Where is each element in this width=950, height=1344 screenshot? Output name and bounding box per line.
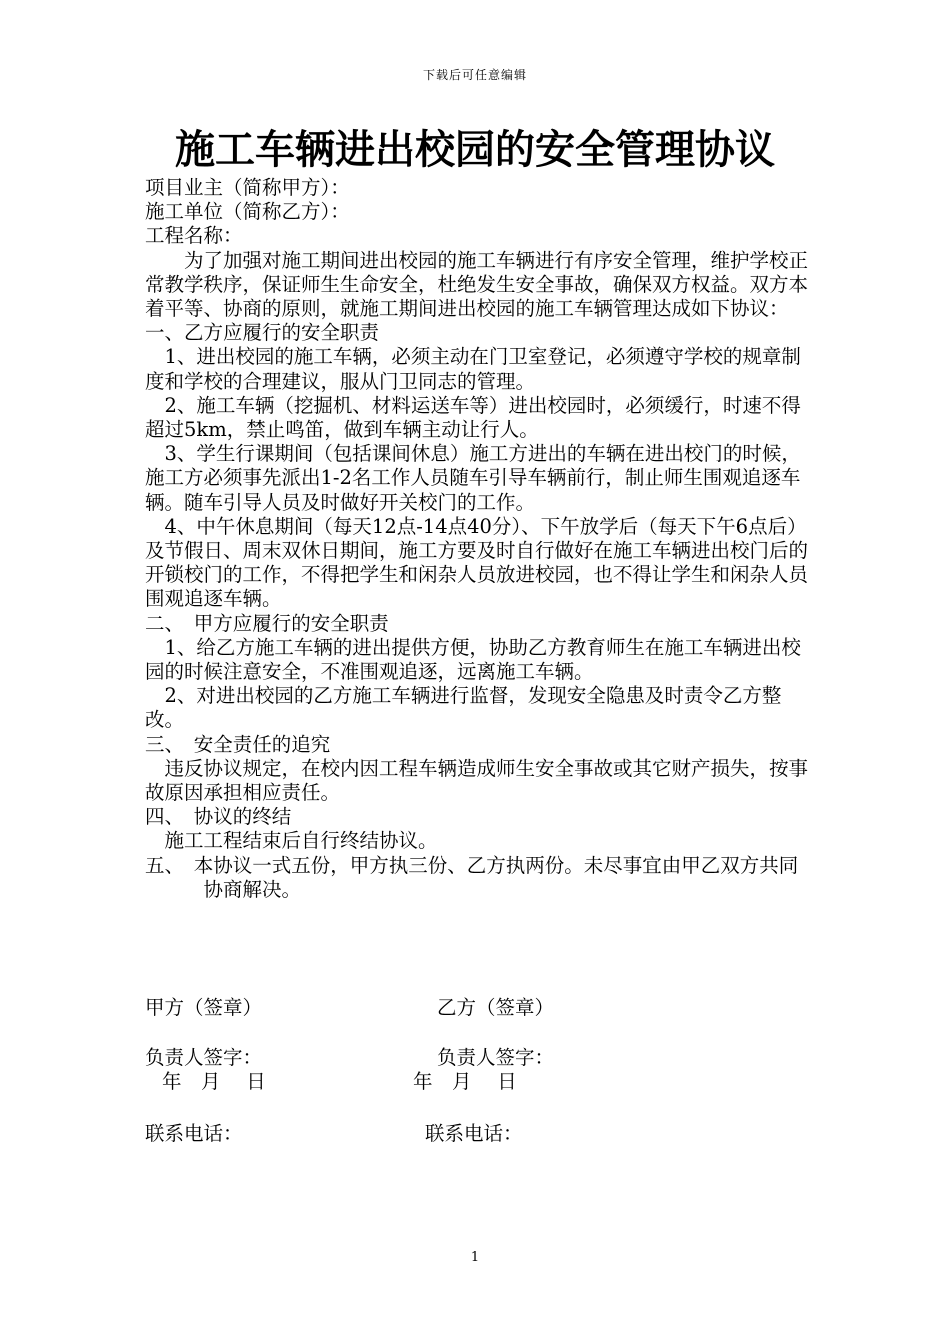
page-header-note: 下载后可任意编辑: [422, 68, 527, 82]
party-a-seal: 甲方（签章）: [145, 996, 263, 1019]
section2-item: 1、给乙方施工车辆的进出提供方便，协助乙方教育师生在施工车辆进出校园的时候注意安全，不准围观追逐，远离施工车辆。: [145, 635, 801, 684]
contractor-line: 施工单位（简称乙方）：: [145, 200, 350, 224]
section4-text: 施工工程结束后自行终结协议。: [164, 829, 438, 853]
party-b-signer: 负责人签字：: [437, 1046, 555, 1069]
section1-item: 3、学生行课期间（包括课间休息）施工方进出的车辆在进出校门的时候，施工方必须事先派出1-2名工作人员随车引导车辆前行，制止师生围观追逐车辆。随车引导人员及时做好开关校门的工作。: [145, 442, 801, 514]
page-number: 1: [470, 1250, 480, 1265]
section3-heading: 三、 安全责任的追究: [145, 732, 331, 756]
party-b-date: 年 月 日: [413, 1070, 517, 1093]
section1-heading: 一、乙方应履行的安全职责: [145, 321, 380, 345]
intro-paragraph: 为了加强对施工期间进出校园的施工车辆进行有序安全管理，维护学校正常教学秩序，保证师生生命安全，杜绝发生安全事故，确保双方权益。双方本着平等、协商的原则，就施工期间进出校园的施工车辆管理达成如下协议：: [145, 248, 809, 321]
section3-text: 违反协议规定，在校内因工程车辆造成师生安全事故或其它财产损失，按事故原因承担相应责任。: [145, 756, 809, 805]
project-name-line: 工程名称：: [145, 224, 243, 248]
section1-item: 4、中午休息期间（每天12点-14点40分）、下午放学后（每天下午6点后）及节假日、周末双休日期间，施工方要及时自行做好在施工车辆进出校门后的开锁校门的工作，不得把学生和闲杂人员放进校园，也不得让学生和闲杂人员围观追逐车辆。: [145, 514, 809, 611]
section2-heading: 二、 甲方应履行的安全职责: [145, 611, 389, 635]
document-title: 施工车辆进出校园的安全管理协议: [175, 126, 775, 173]
party-b-phone: 联系电话：: [425, 1122, 523, 1145]
section1-item: 1、进出校园的施工车辆，必须主动在门卫室登记，必须遵守学校的规章制度和学校的合理建议，服从门卫同志的管理。: [145, 345, 801, 393]
section4-heading: 四、 协议的终结: [145, 805, 292, 829]
agreement-body: [145, 176, 810, 902]
party-a-signer: 负责人签字：: [145, 1046, 263, 1069]
party-b-seal: 乙方（签章）: [437, 996, 555, 1019]
section5-text: 五、 本协议一式五份，甲方执三份、乙方执两份。未尽事宜由甲乙双方共同协商解决。: [145, 853, 799, 901]
party-a-phone: 联系电话：: [145, 1122, 243, 1145]
owner-line: 项目业主（简称甲方）：: [145, 176, 350, 199]
section2-item: 2、对进出校园的乙方施工车辆进行监督，发现安全隐患及时责令乙方整改。: [145, 684, 782, 732]
party-a-date: 年 月 日: [162, 1070, 266, 1093]
section1-item: 2、施工车辆（挖掘机、材料运送车等）进出校园时，必须缓行，时速不得超过5km，禁止鸣笛，做到车辆主动让行人。: [145, 393, 801, 442]
